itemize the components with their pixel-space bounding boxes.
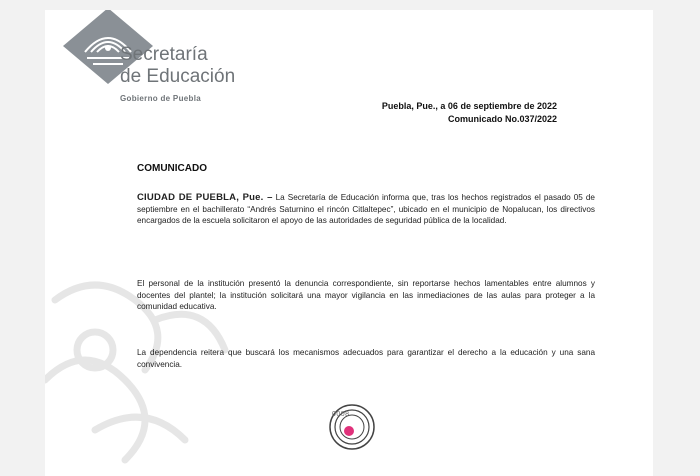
brand-title-line2: de Educación	[120, 66, 236, 87]
document-title: COMUNICADO	[137, 163, 207, 174]
brand-subtitle: Gobierno de Puebla	[120, 94, 201, 103]
brand-block	[120, 44, 235, 103]
brand-title-line1: Secretaría	[120, 44, 208, 65]
seal-text: 0008	[332, 411, 350, 418]
place-date: Puebla, Pue., a 06 de septiembre de 2022	[381, 101, 557, 111]
paragraph-1-lead: CIUDAD DE PUEBLA, Pue. –	[137, 192, 273, 203]
document-header-meta	[382, 100, 557, 126]
document-page	[45, 10, 653, 476]
paragraph-2: El personal de la institución presentó la denuncia correspondiente, sin reportarse hechos lamentables entre alumnos y docentes del plantel; la institución solicitará una mayor vigilancia en las inmediaciones de las aulas para proteger a la comunidad educativa.	[137, 279, 595, 311]
paragraph-1-body: La Secretaría de Educación informa que, tras los hechos registrados el pasado 05 de septiembre en el bachillerato “Andrés Saturnino el rincón Citlaltepec”, ubicado en el municipio de Nopalucan, los directivos encargados de la escuela solicitaron el apoyo de las autoridades de seguridad pública de la localidad.	[137, 193, 595, 225]
paragraph-1	[137, 192, 595, 227]
paragraph-3: La dependencia reitera que buscará los mecanismos adecuados para garantizar el derecho a la educación y una sana convivencia.	[137, 348, 595, 369]
reference-number: Comunicado No.037/2022	[447, 114, 557, 124]
